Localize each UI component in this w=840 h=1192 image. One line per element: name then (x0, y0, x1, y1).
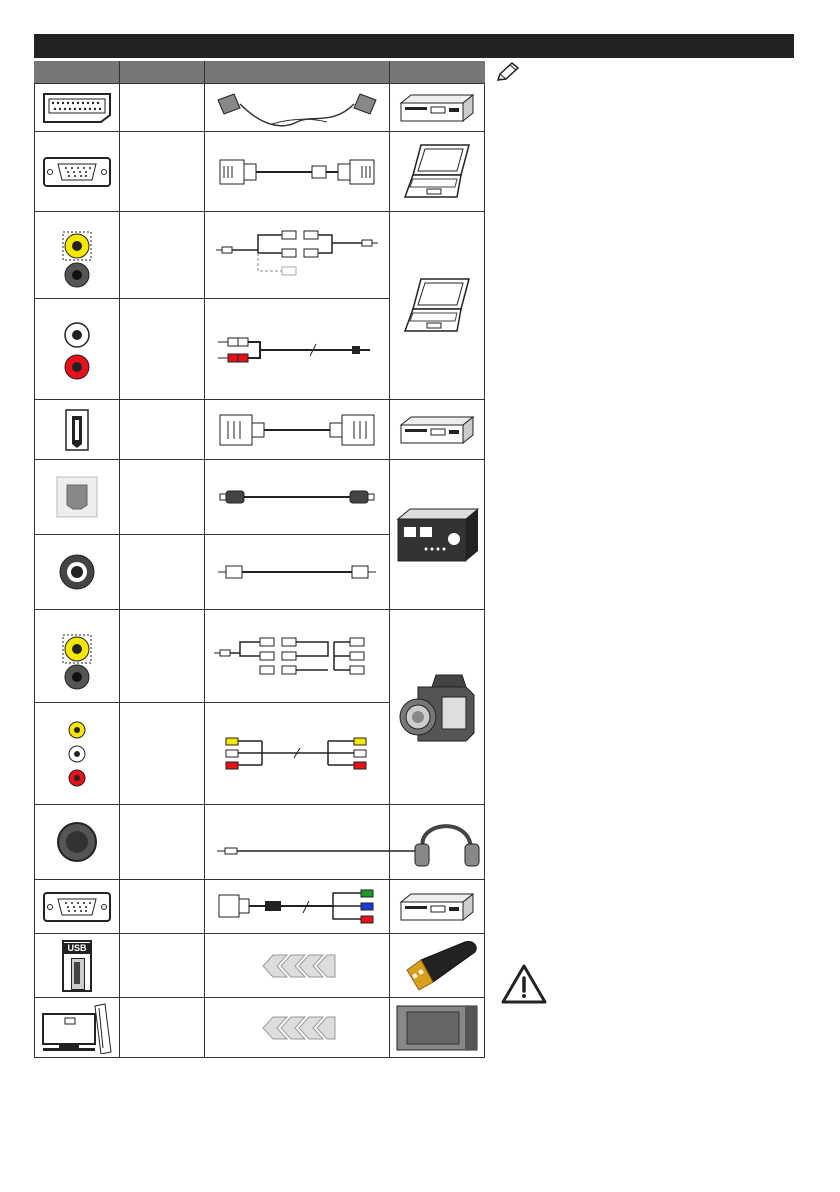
vga-to-component-cable-icon (205, 880, 389, 933)
audio-rca-cable-icon (205, 299, 389, 399)
coaxial-rca-cable-icon (205, 535, 389, 609)
av-splitter-cable-icon (205, 212, 389, 298)
scart-cable-icon (205, 84, 389, 131)
headphone-jack-icon (35, 805, 119, 879)
table-header (34, 61, 485, 83)
av-splitter-cable-icon (205, 610, 389, 702)
hdmi-cable-icon (205, 400, 389, 459)
coaxial-connector-icon (35, 535, 119, 609)
usb-stick-icon (390, 934, 484, 997)
pencil-note-icon (494, 60, 522, 84)
composite-in-jack-icon (35, 703, 119, 804)
usb-label: USB (64, 943, 90, 954)
camcorder-icon (390, 610, 484, 804)
section-title-bar (34, 34, 794, 58)
dvd-player-icon (390, 400, 484, 459)
av-in-jack-icon (35, 212, 119, 298)
ci-card-icon (390, 998, 484, 1058)
dvd-player-icon (390, 880, 484, 933)
scart-connector-icon (35, 84, 119, 131)
dvd-player-icon (390, 84, 484, 131)
vga-connector-icon (35, 880, 119, 933)
headphone-cable-icon (205, 805, 485, 879)
av-in-jack-icon (35, 610, 119, 702)
vga-cable-icon (205, 132, 389, 211)
laptop-icon (390, 132, 484, 211)
amplifier-icon (390, 460, 484, 609)
composite-av-cable-icon (205, 703, 389, 804)
warning-triangle-icon (500, 962, 548, 1006)
vga-connector-icon (35, 132, 119, 211)
usb-port-icon (35, 934, 119, 997)
optical-spdif-connector-icon (35, 460, 119, 534)
audio-in-jack-icon (35, 299, 119, 399)
optical-cable-icon (205, 460, 389, 534)
hdmi-connector-icon (35, 400, 119, 459)
laptop-icon (390, 212, 484, 399)
insert-arrows-icon (205, 934, 389, 997)
insert-arrows-icon (205, 998, 389, 1058)
ci-slot-icon (35, 998, 119, 1058)
